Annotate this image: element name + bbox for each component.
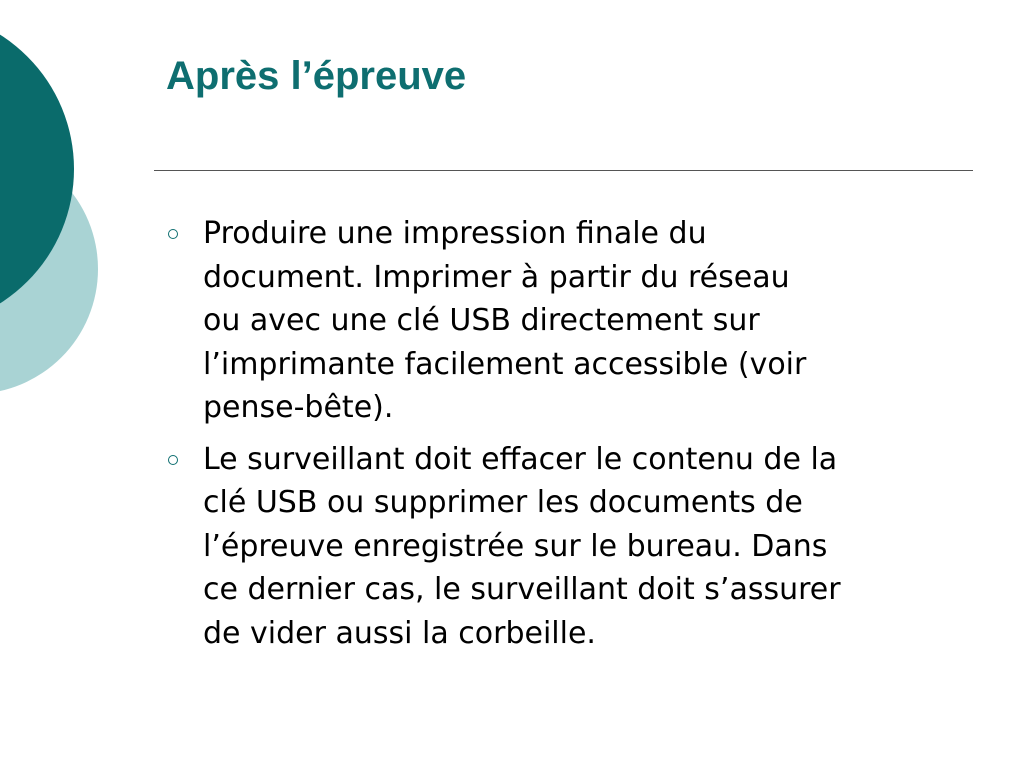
hollow-circle-bullet-icon bbox=[168, 455, 178, 465]
bullet-list bbox=[164, 212, 974, 663]
bullet-text: Produire une impression finale du document. Imprimer à partir du réseau ou avec une clé USB directement sur l’imprimante facilement accessible (voir pense-bête). bbox=[203, 216, 807, 425]
bullet-item bbox=[164, 438, 974, 656]
hollow-circle-bullet-icon bbox=[168, 229, 178, 239]
slide-title: Après l’épreuve bbox=[166, 54, 467, 98]
bullet-text: Le surveillant doit effacer le contenu de la clé USB ou supprimer les documents de l’épreuve enregistrée sur le bureau. Dans ce dernier cas, le surveillant doit s’assurer de vider aussi la corbeille. bbox=[203, 441, 841, 651]
title-divider bbox=[154, 170, 973, 171]
bullet-item bbox=[164, 212, 974, 430]
